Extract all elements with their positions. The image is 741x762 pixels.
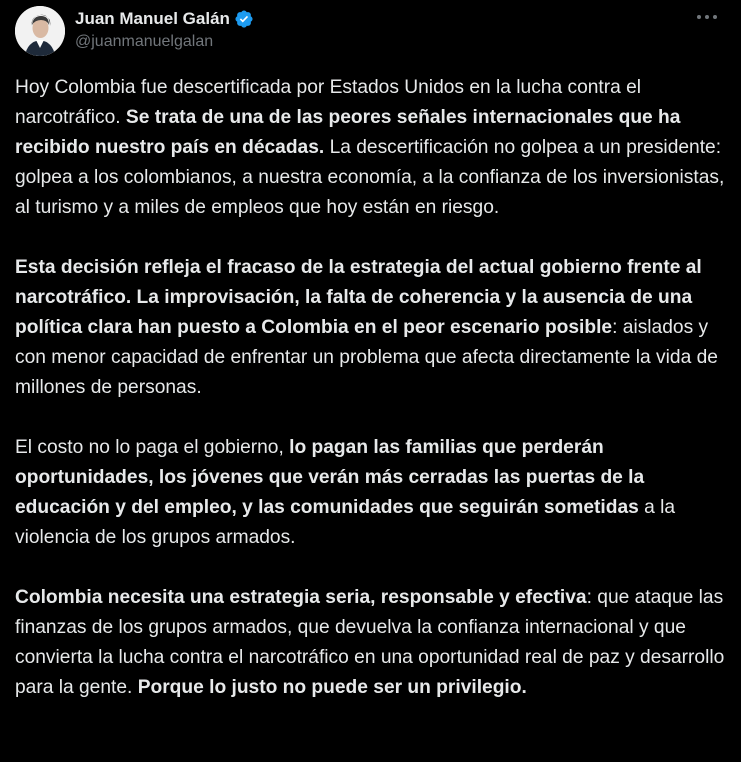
tweet-paragraph [15,583,727,703]
verified-badge-icon[interactable] [234,9,254,29]
profile-photo-image [15,6,65,56]
author-handle[interactable]: @juanmanuelgalan [75,33,214,50]
text-segment: La descertificación no golpea a un presidente: golpea a los colombianos, a nuestra economía, a la confianza de los inversionistas, al turismo y a miles de empleos que hoy están en riesgo. [15,137,725,218]
more-options-icon[interactable] [692,6,722,28]
dot [705,15,709,19]
text-segment: : aislados y con menor capacidad de enfrentar un problema que afecta directamente la vida de millones de personas. [15,317,718,398]
text-segment: El costo no lo paga el gobierno, [15,437,290,458]
bold-text-segment: Esta decisión refleja el fracaso de la estrategia del actual gobierno frente al narcotráfico. La improvisación, la falta de coherencia y la ausencia de una política clara han puesto a Colombia en el peor escenario posible [15,257,702,338]
author-identity [75,9,254,51]
bold-text-segment: Colombia necesita una estrategia seria, responsable y efectiva [15,587,587,608]
tweet-text [15,73,727,733]
bold-text-segment: Se trata de una de las peores señales internacionales que ha recibido nuestro país en décadas. [15,107,681,158]
tweet-paragraph [15,73,727,223]
text-segment: a la violencia de los grupos armados. [15,497,676,548]
name-row [75,9,254,29]
text-segment: Hoy Colombia fue descertificada por Estados Unidos en la lucha contra el narcotráfico. [15,77,642,128]
dot [713,15,717,19]
tweet-header [15,6,726,56]
tweet-paragraph [15,433,727,553]
dot [697,15,701,19]
text-segment: : que ataque las finanzas de los grupos armados, que devuelva la confianza internacional y que convierta la lucha contra el narcotráfico en una oportunidad real de paz y desarrollo para la gente. [15,587,725,698]
bold-text-segment: Porque lo justo no puede ser un privilegio. [137,677,527,698]
bold-text-segment: lo pagan las familias que perderán oportunidades, los jóvenes que verán más cerradas las puertas de la educación y del empleo, y las comunidades que seguirán sometidas [15,437,645,518]
tweet-paragraph [15,253,727,403]
avatar[interactable] [15,6,65,56]
display-name[interactable]: Juan Manuel Galán [75,9,230,28]
